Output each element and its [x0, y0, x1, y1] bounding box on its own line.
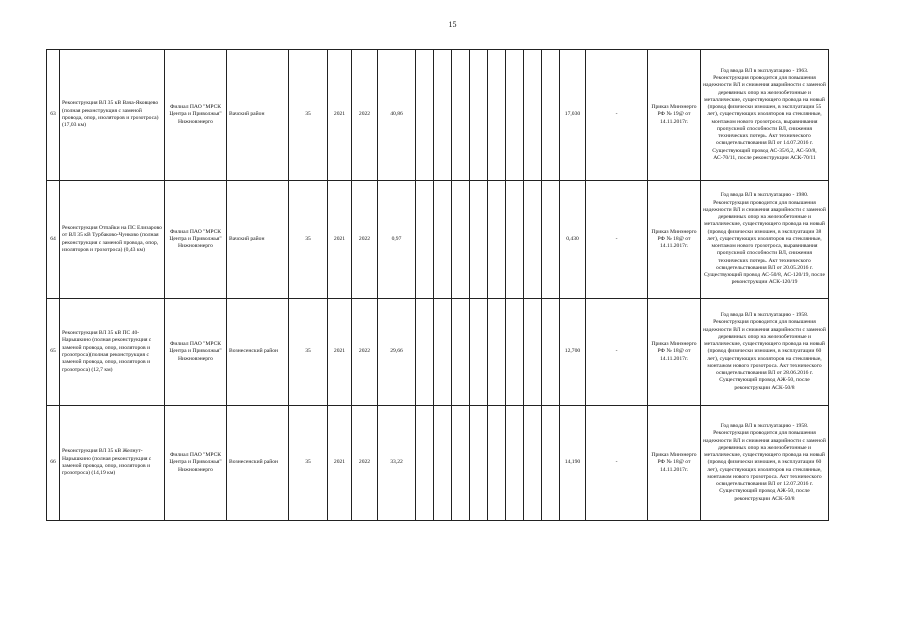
empty-cell: [416, 299, 434, 406]
empty-cell: [470, 50, 488, 181]
empty-cell: [434, 406, 452, 521]
empty-cell: [452, 406, 470, 521]
dash-value: -: [586, 299, 648, 406]
empty-cell: [524, 181, 542, 299]
year-end: 2022: [352, 406, 378, 521]
voltage: 35: [289, 50, 328, 181]
page-number: 15: [448, 20, 457, 29]
table-row: [47, 50, 829, 181]
table-row: [47, 299, 829, 406]
empty-cell: [434, 50, 452, 181]
empty-cell: [452, 181, 470, 299]
length-km: 14,190: [560, 406, 586, 521]
project-name: Реконструкция ВЛ 35 кВ ПС 40-Нарышкино (полная реконструкция с заменой провода, опор, изоляторов и грозотроса)(полная реконструкция с заменой провода, опор, изоляторов и грозотроса) (12,7 км): [60, 299, 165, 406]
cost: 40,86: [378, 50, 416, 181]
empty-cell: [470, 181, 488, 299]
justification-note: Год ввода ВЛ в эксплуатацию - 1958. Реконструкция проводится для повышения надежности ВЛ и снижения аварийности с заменой деревянных опор на железобетонные и металлические, существующего провода на новый (провод физически изношен, в эксплуатации 60 лет), существующих изоляторов на стеклянные, монтажом нового грозотроса. Акт технического освидетельствования ВЛ от 12.07.2016 г. Существующий провод АЖ-50, после реконструкции АСК-50/8: [701, 406, 829, 521]
empty-cell: [470, 406, 488, 521]
district: Вачский район: [227, 181, 289, 299]
empty-cell: [416, 50, 434, 181]
empty-cell: [542, 299, 560, 406]
year-start: 2021: [328, 50, 352, 181]
year-end: 2022: [352, 181, 378, 299]
year-end: 2022: [352, 50, 378, 181]
empty-cell: [416, 181, 434, 299]
length-km: 17,030: [560, 50, 586, 181]
empty-cell: [524, 50, 542, 181]
length-km: 0,430: [560, 181, 586, 299]
organization: Филиал ПАО "МРСК Центра и Приволжья" Нижновэнерго: [165, 50, 227, 181]
empty-cell: [416, 406, 434, 521]
order-reference: Приказ Минэнерго РФ № 18@ от 14.11.2017г.: [648, 181, 701, 299]
length-km: 12,700: [560, 299, 586, 406]
table-row: [47, 181, 829, 299]
row-number: 65: [47, 299, 60, 406]
row-number: 63: [47, 50, 60, 181]
voltage: 35: [289, 406, 328, 521]
empty-cell: [524, 299, 542, 406]
year-start: 2021: [328, 406, 352, 521]
order-reference: Приказ Минэнерго РФ № 18@ от 14.11.2017г.: [648, 299, 701, 406]
empty-cell: [542, 50, 560, 181]
order-reference: Приказ Минэнерго РФ № 18@ от 14.11.2017г.: [648, 406, 701, 521]
row-number: 66: [47, 406, 60, 521]
year-end: 2022: [352, 299, 378, 406]
district: Вачский район: [227, 50, 289, 181]
project-name: Реконструкция Отпайки на ПС Елизарово от ВЛ 35 кВ Турбаково-Чунково (полная реконструкция с заменой провода, опор, изоляторов и грозотроса) (0,43 км): [60, 181, 165, 299]
empty-cell: [488, 181, 506, 299]
empty-cell: [506, 50, 524, 181]
empty-cell: [542, 406, 560, 521]
empty-cell: [452, 50, 470, 181]
empty-cell: [524, 406, 542, 521]
empty-cell: [470, 299, 488, 406]
organization: Филиал ПАО "МРСК Центра и Приволжья" Нижновэнерго: [165, 299, 227, 406]
justification-note: Год ввода ВЛ в эксплуатацию - 1980. Реконструкция проводится для повышения надежности ВЛ и снижения аварийности с заменой деревянных опор на железобетонные и металлические, существующего провода на новый (провод физически изношен, в эксплуатации 38 лет), существующих изоляторов на стеклянные, монтажом нового грозотроса, выравнивания пропускной способности ВЛ, снижения технических потерь. Акт технического освидетельствования ВЛ от 20.05.2016 г. Существующий провод АС-50/8, АС-120/19, после реконструкции АСК-120/19: [701, 181, 829, 299]
project-name: Реконструкция ВЛ 35 кВ Желнут-Нарышкино (полная реконструкция с заменой провода, опор, изоляторов и грозотроса) (14,19 км): [60, 406, 165, 521]
organization: Филиал ПАО "МРСК Центра и Приволжья" Нижновэнерго: [165, 181, 227, 299]
empty-cell: [488, 406, 506, 521]
justification-note: Год ввода ВЛ в эксплуатацию - 1958. Реконструкция проводится для повышения надежности ВЛ и снижения аварийности с заменой деревянных опор на железобетонные и металлические, существующего провода на новый (провод физически изношен, в эксплуатации 60 лет), существующих изоляторов на стеклянные, монтажом нового грозотроса. Акт технического освидетельствования ВЛ от 28.06.2016 г. Существующий провод АЖ-50, после реконструкции АСК-50/8: [701, 299, 829, 406]
cost: 29,66: [378, 299, 416, 406]
dash-value: -: [586, 406, 648, 521]
table-row: [47, 406, 829, 521]
empty-cell: [506, 406, 524, 521]
empty-cell: [434, 299, 452, 406]
cost: 0,97: [378, 181, 416, 299]
dash-value: -: [586, 50, 648, 181]
voltage: 35: [289, 299, 328, 406]
justification-note: Год ввода ВЛ в эксплуатацию - 1963. Реконструкция проводится для повышения надежности ВЛ и снижения аварийности с заменой деревянных опор на железобетонные и металлические, существующего провода на новый (провод физически изношен, в эксплуатации 55 лет), существующих изоляторов на стеклянные, монтажом нового грозотроса, выравнивания пропускной способности ВЛ, снижения технических потерь. Акт технического освидетельствования ВЛ от 14.07.2016 г. Существующий провод АС-35/6,2, АС-50/8, АС-70/11, после реконструкции АСК-70/11: [701, 50, 829, 181]
empty-cell: [434, 181, 452, 299]
empty-cell: [506, 181, 524, 299]
district: Вознесенский район: [227, 406, 289, 521]
year-start: 2021: [328, 299, 352, 406]
cost: 33,22: [378, 406, 416, 521]
year-start: 2021: [328, 181, 352, 299]
empty-cell: [452, 299, 470, 406]
empty-cell: [488, 50, 506, 181]
voltage: 35: [289, 181, 328, 299]
district: Вознесенский район: [227, 299, 289, 406]
order-reference: Приказ Минэнерго РФ № 19@ от 14.11.2017г.: [648, 50, 701, 181]
empty-cell: [542, 181, 560, 299]
organization: Филиал ПАО "МРСК Центра и Приволжья" Нижновэнерго: [165, 406, 227, 521]
dash-value: -: [586, 181, 648, 299]
project-name: Реконструкция ВЛ 35 кВ Вача-Яковцево (полная реконструкция с заменой провода, опор, изоляторов и грозотроса) (17,03 км): [60, 50, 165, 181]
investment-table: [46, 49, 829, 521]
empty-cell: [488, 299, 506, 406]
empty-cell: [506, 299, 524, 406]
row-number: 64: [47, 181, 60, 299]
